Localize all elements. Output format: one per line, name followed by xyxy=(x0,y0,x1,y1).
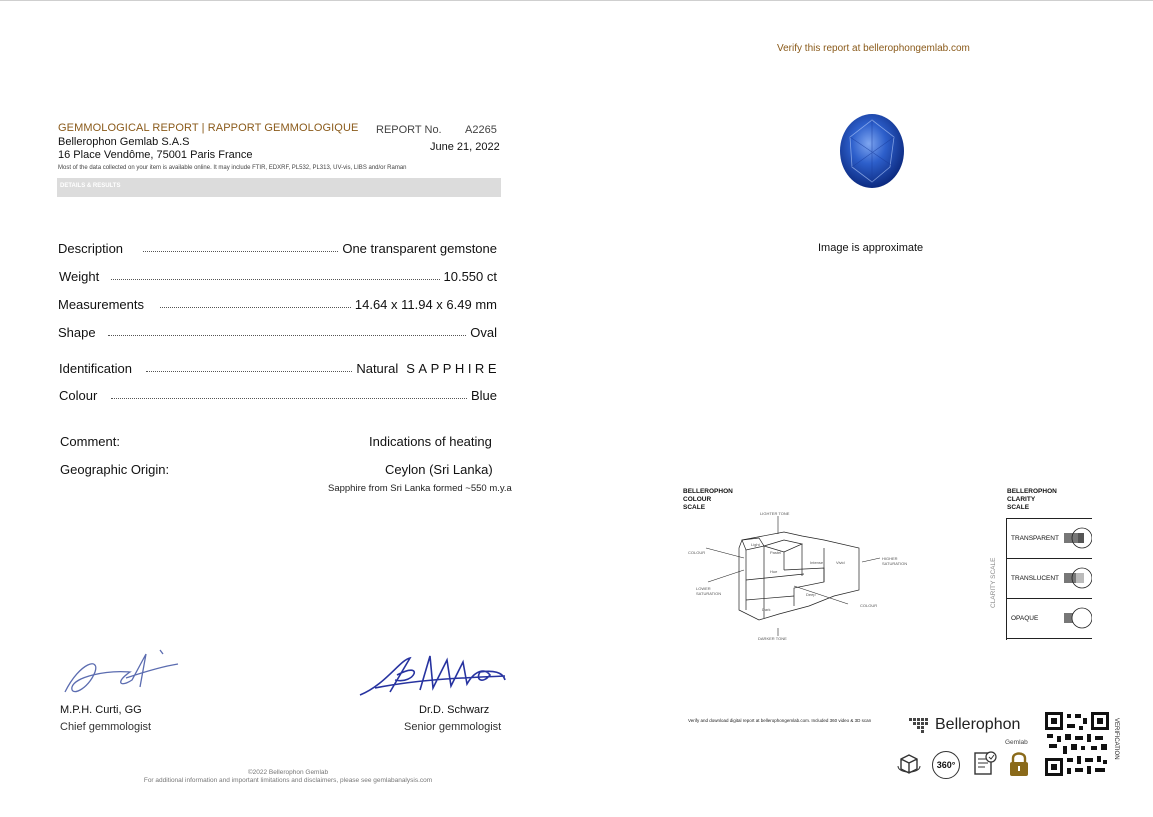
weight-row xyxy=(58,266,497,284)
colour-scale-label: Light xyxy=(751,542,760,547)
signer-left-name: M.P.H. Curti, GG xyxy=(60,704,142,716)
comment-value: Indications of heating xyxy=(369,434,492,449)
report-date: June 21, 2022 xyxy=(430,141,500,153)
gemstone-image xyxy=(838,112,906,190)
origin-note: Sapphire from Sri Lanka formed ~550 m.y.a xyxy=(328,483,512,494)
clarity-row-opaque xyxy=(1006,600,1092,639)
colour-scale-label: Pastel xyxy=(770,550,782,555)
colour-scale-label: HIGHER xyxy=(882,556,898,561)
3d-scan-icon[interactable] xyxy=(895,750,923,778)
colour-label: Colour xyxy=(59,388,98,403)
clarity-icon xyxy=(1064,566,1092,592)
colour-scale-label: Vivid xyxy=(836,560,845,565)
section-bar xyxy=(57,178,501,197)
clarity-top-rule xyxy=(1006,518,1092,519)
verification-note: Verify and download digital report at bellerophongemlab.com. Included 360 video & 3D scan xyxy=(688,718,872,723)
signature-schwarz xyxy=(355,650,510,700)
shape-value: Oval xyxy=(470,325,497,340)
clarity-icon xyxy=(1064,526,1092,552)
verify-link[interactable]: Verify this report at bellerophongemlab.com xyxy=(777,43,970,54)
verification-vertical-label: VERIFICATION xyxy=(1113,718,1119,760)
weight-value: 10.550 ct xyxy=(443,269,497,284)
footer-copyright: ©2022 Bellerophon Gemlab xyxy=(247,769,329,776)
colour-scale-label: LOWER xyxy=(696,586,711,591)
colour-scale-label: LIGHTER TONE xyxy=(760,511,790,516)
identification-row xyxy=(58,358,500,376)
top-border xyxy=(0,0,1153,1)
clarity-row-transparent xyxy=(1006,520,1092,559)
signature-curti xyxy=(60,642,185,700)
colour-scale-label: COLOUR xyxy=(688,550,706,555)
clarity-scale-title-2: CLARITY xyxy=(1007,496,1036,503)
signer-right-role: Senior gemmologist xyxy=(404,721,502,733)
colour-scale-title-2: COLOUR xyxy=(683,496,712,503)
footer-disclaimer: For additional information and important limitations and disclaimers, please see gemlabanalysis.com xyxy=(143,777,433,784)
report-number: A2265 xyxy=(465,124,497,136)
colour-scale-label: Deep xyxy=(806,592,816,597)
certificate-icon[interactable] xyxy=(971,750,999,778)
identification-label: Identification xyxy=(59,361,132,376)
leader-dots xyxy=(143,251,338,252)
leader-dots xyxy=(160,307,351,308)
image-caption: Image is approximate xyxy=(818,242,924,254)
comment-label: Comment: xyxy=(60,434,120,449)
qr-code-icon[interactable] xyxy=(1045,712,1109,776)
clarity-row-translucent xyxy=(1006,560,1092,599)
brand-name: Bellerophon xyxy=(935,716,1021,733)
leader-dots xyxy=(111,279,439,280)
colour-row xyxy=(58,385,497,403)
measurements-row xyxy=(58,294,497,312)
clarity-scale-title-1: BELLEROPHON xyxy=(1007,488,1057,495)
identification-value: SAPPHIRE xyxy=(406,361,500,376)
360-video-icon[interactable]: 360° xyxy=(932,751,960,779)
colour-scale-diagram xyxy=(684,510,914,645)
lock-icon xyxy=(1007,750,1031,778)
colour-scale-label: SATURATION xyxy=(882,561,908,566)
clarity-side-label: CLARITY SCALE xyxy=(990,557,997,608)
report-title: GEMMOLOGICAL REPORT | RAPPORT GEMMOLOGIQUE xyxy=(58,122,359,134)
identification-prefix: Natural xyxy=(356,361,399,376)
colour-scale-label: DARKER TONE xyxy=(758,636,787,641)
description-value: One transparent gemstone xyxy=(342,241,497,256)
weight-label: Weight xyxy=(59,269,100,284)
colour-scale-label: SATURATION xyxy=(696,591,722,596)
colour-scale-title xyxy=(683,488,733,512)
leader-dots xyxy=(108,335,467,336)
colour-scale-label: COLOUR xyxy=(860,603,878,608)
colour-scale-title-1: BELLEROPHON xyxy=(683,488,733,495)
data-fineprint: Most of the data collected on your item is available online. It may include FTIR, EDXRF, PL532, PL313, UV-vis, LIBS and/or Raman xyxy=(58,165,407,171)
bellerophon-logo-icon xyxy=(909,716,933,734)
signer-right-name: Dr.D. Schwarz xyxy=(419,704,490,716)
report-number-label: REPORT No. xyxy=(376,124,442,136)
clarity-scale-title-3: SCALE xyxy=(1007,504,1030,511)
colour-scale-label: Intense xyxy=(810,560,824,565)
brand-sub: Gemlab xyxy=(1005,739,1028,746)
clarity-icon xyxy=(1064,606,1092,632)
description-label: Description xyxy=(58,241,124,256)
colour-value: Blue xyxy=(470,388,497,403)
clarity-row-label: TRANSPARENT xyxy=(1011,535,1059,542)
section-title: DETAILS & RESULTS xyxy=(60,183,121,189)
colour-scale-label: Hue xyxy=(770,569,778,574)
measurements-value: 14.64 x 11.94 x 6.49 mm xyxy=(354,297,497,312)
clarity-row-label: TRANSLUCENT xyxy=(1011,575,1060,582)
clarity-scale-title xyxy=(1007,488,1057,512)
colour-scale-label: Dark xyxy=(762,607,771,612)
company-name: Bellerophon Gemlab S.A.S xyxy=(58,136,190,148)
company-address: 16 Place Vendôme, 75001 Paris France xyxy=(58,149,253,161)
colour-scale-title-3: SCALE xyxy=(683,504,706,511)
origin-value: Ceylon (Sri Lanka) xyxy=(385,462,493,477)
clarity-row-label: OPAQUE xyxy=(1011,615,1039,622)
leader-dots xyxy=(146,371,352,372)
shape-label: Shape xyxy=(58,325,96,340)
origin-label: Geographic Origin: xyxy=(60,462,170,477)
shape-row xyxy=(58,322,497,340)
description-row xyxy=(58,238,497,256)
leader-dots xyxy=(111,398,467,399)
signer-left-role: Chief gemmologist xyxy=(60,721,152,733)
measurements-label: Measurements xyxy=(58,297,144,312)
